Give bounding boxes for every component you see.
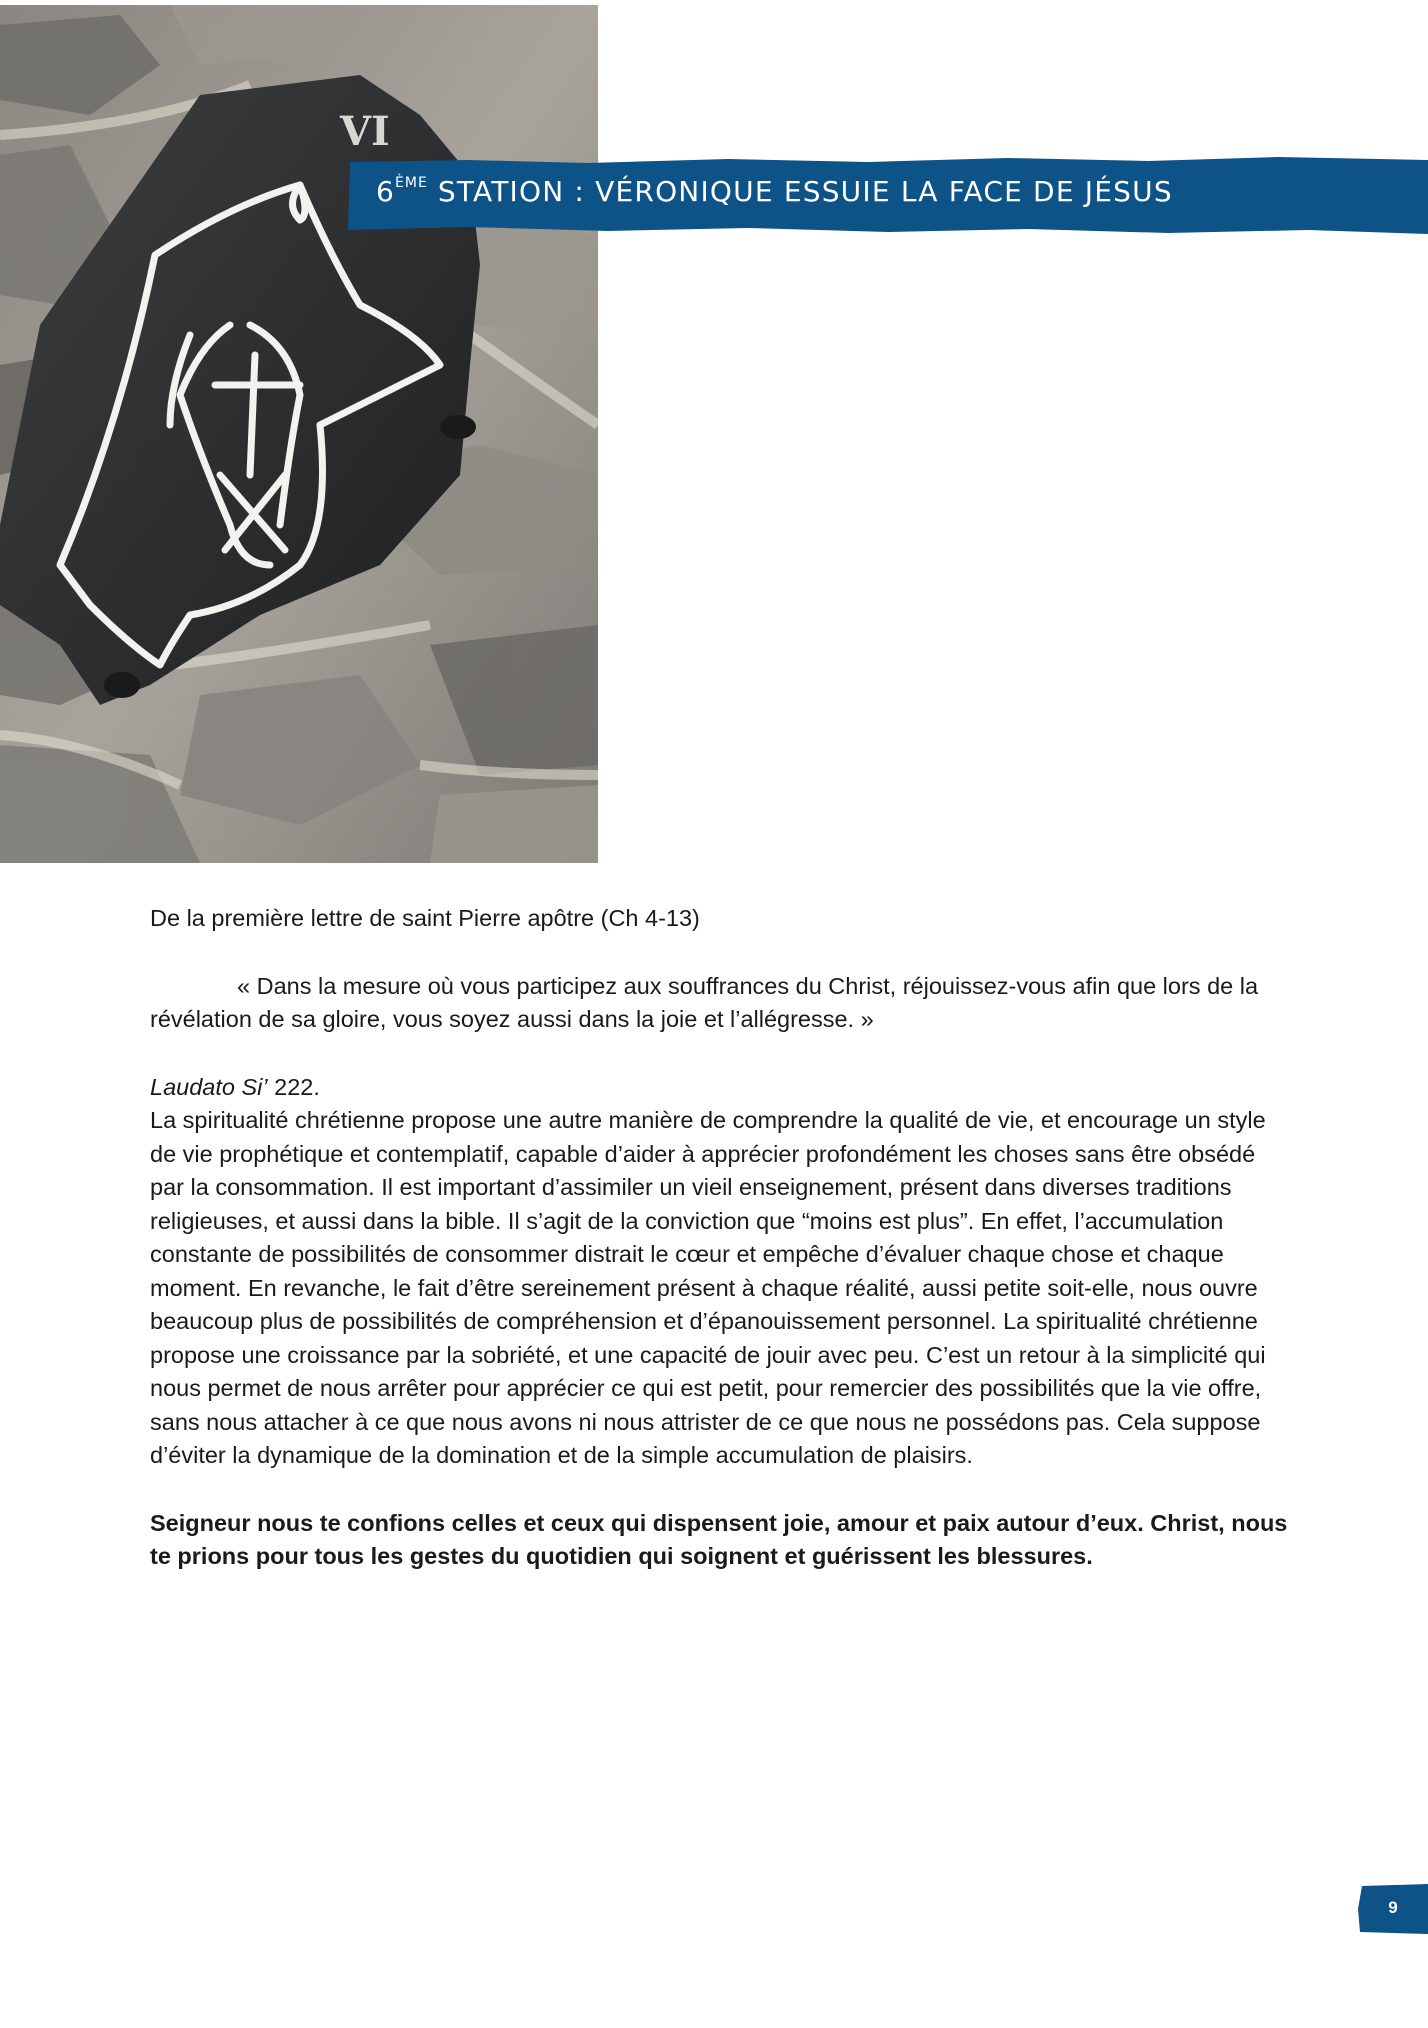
station-title (376, 175, 1173, 208)
station-number-suffix: ÈME (395, 175, 428, 191)
station-title-text: STATION : VÉRONIQUE ESSUIE LA FACE DE JÉSUS (437, 175, 1173, 208)
prayer-text: Seigneur nous te confions celles et ceux qui dispensent joie, amour et paix autour d’eux. Christ, nous te prions pour tous les gestes du quotidien qui soignent et guérissent les blessures. (150, 1509, 1288, 1569)
reading-source: De la première lettre de saint Pierre apôtre (Ch 4-13) (150, 905, 700, 931)
laudato-heading (150, 1071, 1290, 1105)
reading-quote: « Dans la mesure où vous participez aux souffrances du Christ, réjouissez-vous afin que lors de la révélation de sa gloire, vous soyez aussi dans la joie et l’allégresse. » (150, 972, 1259, 1032)
station-photo (0, 5, 598, 863)
laudato-title: Laudato Si’ (150, 1073, 268, 1100)
page-number: 9 (1388, 1898, 1398, 1917)
main-content (150, 902, 1290, 1574)
laudato-text: La spiritualité chrétienne propose une autre manière de comprendre la qualité de vie, et encourage un style de vie prophétique et contemplatif, capable d’aider à apprécier profondément les choses sans être obsédé par la consommation. Il est important d’assimiler un vieil enseignement, présent dans diverses traditions religieuses, et aussi dans la bible. Il s’agit de la conviction que “moins est plus”. En effet, l’accumulation constante de possibilités de consommer distrait le cœur et empêche d’évaluer chaque chose et chaque moment. En revanche, le fait d’être sereinement présent à chaque réalité, aussi petite soit-elle, nous ouvre beaucoup plus de possibilités de compréhension et d’épanouissement personnel. La spiritualité chrétienne propose une croissance par la sobriété, et une capacité de jouir avec peu. C’est un retour à la simplicité qui nous permet de nous arrêter pour apprécier ce qui est petit, pour remercier des possibilités que la vie offre, sans nous attacher à ce que nous avons ni nous attrister de ce que nous ne possédons pas. Cela suppose d’éviter la dynamique de la domination et de la simple accumulation de plaisirs. (150, 1107, 1266, 1468)
carved-numeral: VI (340, 108, 390, 155)
page-number-tab (1358, 1884, 1428, 1934)
laudato-reference: 222. (267, 1073, 320, 1100)
carved-stone-illustration (0, 5, 598, 863)
station-number: 6 (376, 175, 396, 208)
station-banner (348, 150, 1428, 234)
